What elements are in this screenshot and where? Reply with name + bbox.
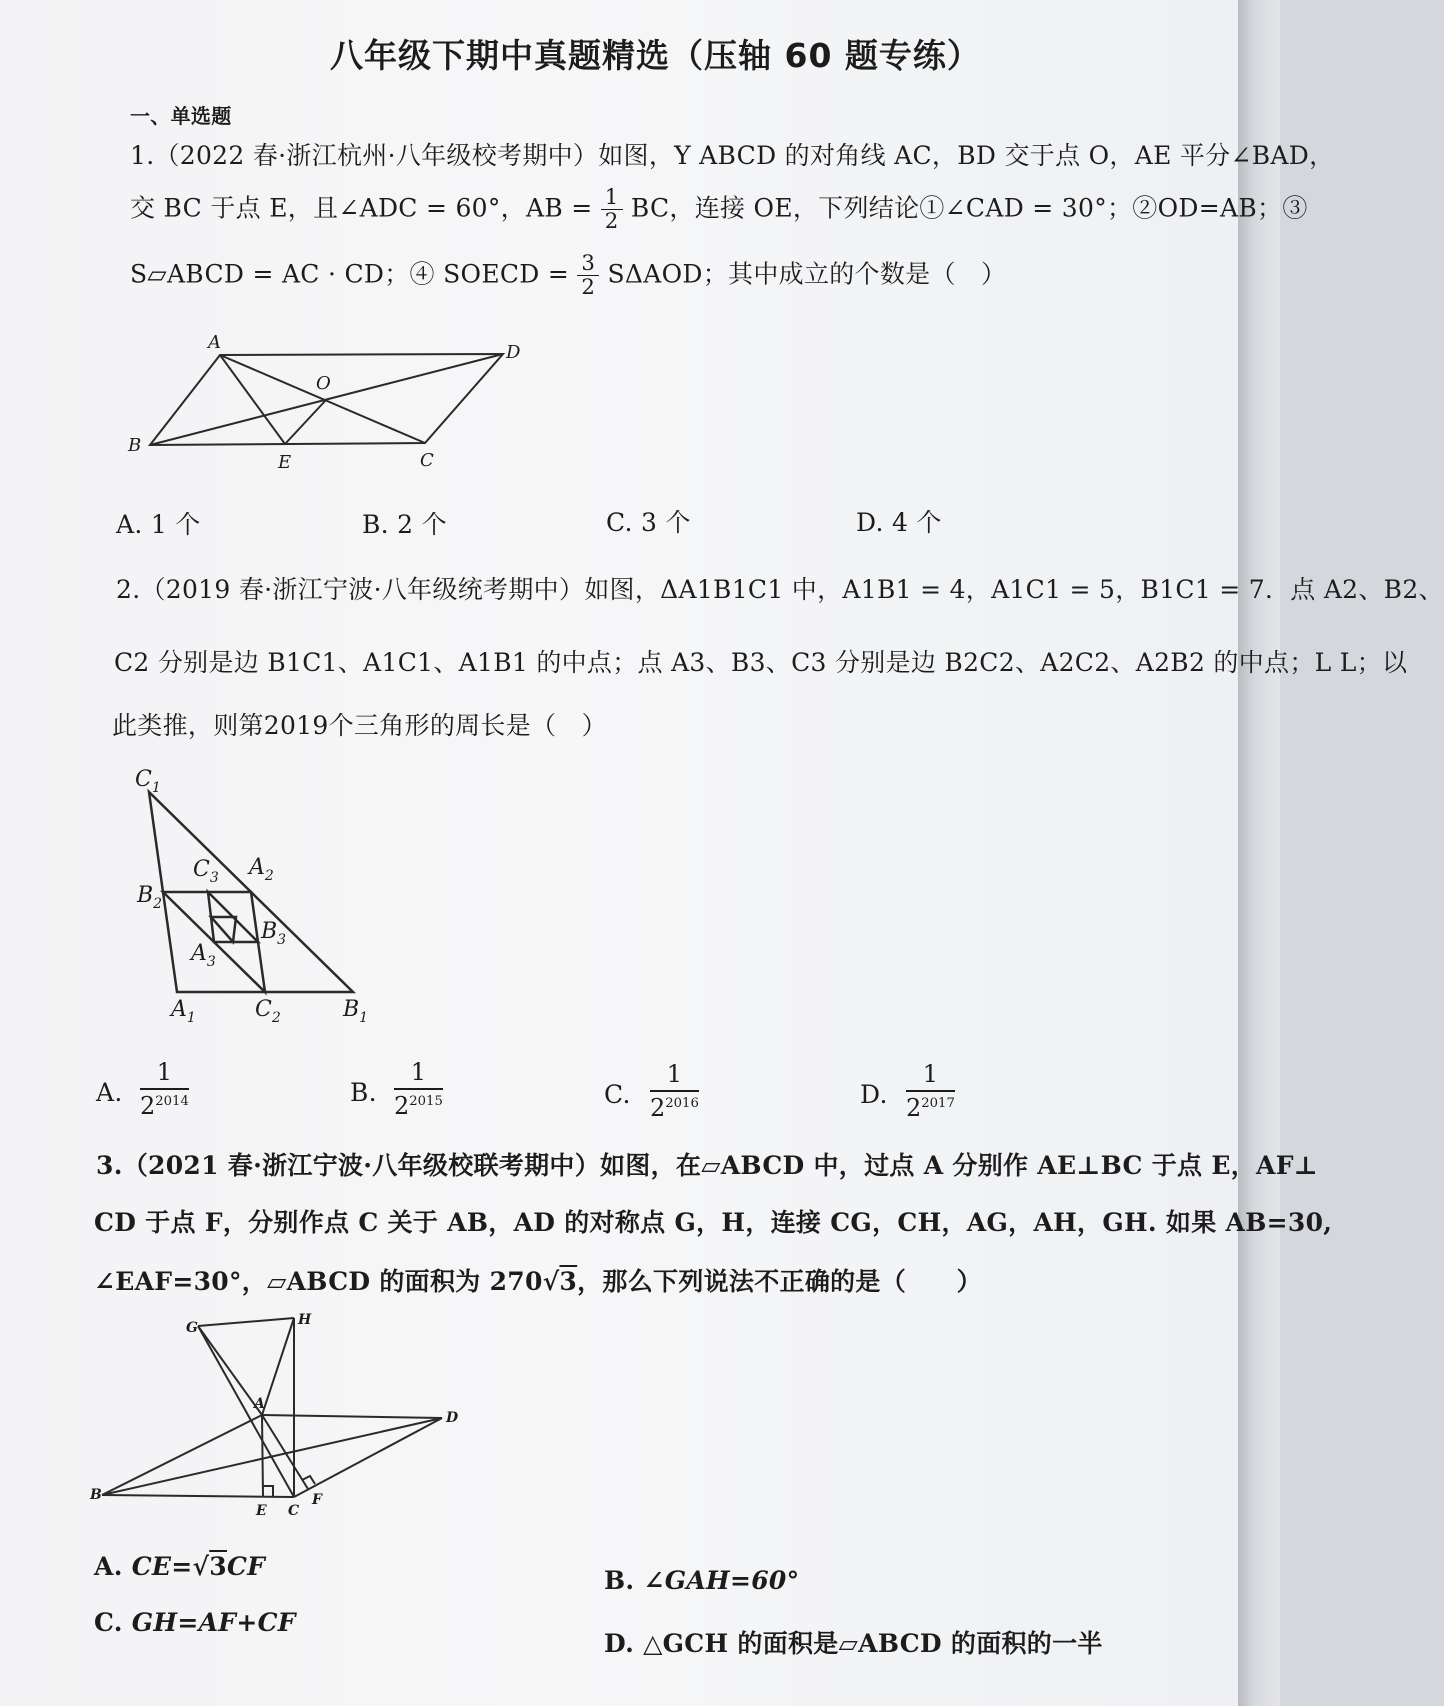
q2-option-b-fraction[interactable] (394, 1058, 443, 1120)
q2-option-c-letter[interactable]: C. (604, 1080, 631, 1109)
q1-line3b: SΔAOD；其中成立的个数是（ ） (607, 259, 1007, 289)
q2-option-a-num: 1 (140, 1058, 189, 1090)
segment-gh (198, 1318, 294, 1326)
segment-ha (262, 1318, 294, 1415)
q1-source: （2022 春·浙江杭州·八年级校考期中） (154, 141, 599, 170)
page-title: 八年级下期中真题精选（压轴 60 题专练） (330, 36, 981, 75)
q3-source: （2021 春·浙江宁波·八年级校联考期中） (122, 1151, 600, 1180)
label-B: B (128, 435, 142, 456)
q3-line3b: ，那么下列说法不正确的是（ ） (577, 1267, 982, 1296)
q3-number: 3. (96, 1151, 123, 1180)
q2-option-a-fraction[interactable] (140, 1058, 189, 1120)
q3-option-a-text-b: CF (226, 1552, 266, 1581)
q3-line2: CD 于点 F，分别作点 C 关于 AB，AD 的对称点 G，H，连接 CG，CH，AG，AH，GH. 如果 AB=30, (94, 1208, 1333, 1237)
q1-option-d-letter: D. (856, 508, 884, 537)
q2-number: 2. (116, 575, 141, 604)
q3-line1-text: 如图，在▱ABCD 中，过点 A 分别作 AE⊥BC 于点 E，AF⊥ (600, 1151, 1319, 1180)
q1-frac-den: 2 (604, 209, 619, 235)
q1-number: 1. (130, 141, 155, 170)
right-angle-e (263, 1486, 273, 1496)
label-B1-sub: 1 (359, 1010, 369, 1026)
label-B2-sub: 2 (153, 896, 163, 912)
q1-option-b-letter: B. (362, 510, 389, 539)
q2-option-c-exp: 2016 (665, 1095, 699, 1111)
q3-line3 (94, 1262, 982, 1298)
label-O: O (316, 373, 331, 394)
q1-line2 (130, 186, 1308, 234)
q3-option-d-letter: D. (604, 1629, 635, 1658)
q2-option-b-exp: 2015 (409, 1093, 443, 1109)
q1-option-a-text: 1 个 (150, 510, 201, 539)
q1-option-b[interactable] (362, 505, 447, 541)
q1-option-a-letter: A. (116, 510, 143, 539)
label-G: G (186, 1320, 198, 1336)
label-C3 (193, 857, 219, 886)
label-A2-sub: 2 (264, 868, 274, 884)
segment-gc (198, 1326, 294, 1497)
label-A1 (169, 997, 196, 1026)
diagonal-bd (150, 354, 503, 445)
label-B1-main: B (343, 997, 360, 1022)
page-edge (1238, 0, 1280, 1706)
q1-line1 (130, 136, 1334, 172)
q2-line3: 此类推，则第2019个三角形的周长是（ ） (112, 711, 607, 740)
label-A2 (247, 855, 274, 884)
q3-option-b-letter: B. (604, 1566, 635, 1595)
q1-frac-num: 1 (601, 186, 623, 210)
q3-option-a-sqrt-value: 3 (209, 1552, 227, 1581)
label-C2-main: C (255, 997, 272, 1022)
side-ab (102, 1415, 262, 1495)
label-B2-main: B (137, 883, 154, 908)
q1-option-a[interactable] (116, 505, 201, 541)
label-H: H (298, 1312, 312, 1328)
q2-source: （2019 春·浙江宁波·八年级统考期中） (140, 575, 585, 604)
side-ad (262, 1415, 442, 1418)
q3-option-b-text: ∠GAH=60° (643, 1566, 800, 1595)
q2-line2: C2 分别是边 B1C1、A1C1、A1B1 的中点；点 A3、B3、C3 分别是边 B2C2、A2C2、A2B2 的中点；L L；以 (114, 648, 1408, 677)
q2-option-a-exp: 2014 (155, 1093, 189, 1109)
q2-line1-text: 如图，ΔA1B1C1 中，A1B1 = 4，A1C1 = 5，B1C1 = 7．点 A2、B2、 (584, 575, 1444, 604)
q1-frac2-num: 3 (577, 252, 599, 276)
q2-option-d-base: 2 (906, 1094, 922, 1122)
label-A: A (208, 332, 221, 353)
q3-sqrt-value: 3 (559, 1267, 578, 1296)
label-B: B (90, 1487, 102, 1503)
segment-ga (198, 1326, 262, 1415)
label-A2-main: A (249, 855, 265, 880)
label-A1-sub: 1 (186, 1010, 196, 1026)
q2-option-c-num: 1 (650, 1060, 699, 1092)
label-B3-main: B (261, 919, 278, 944)
q1-frac2-den: 2 (581, 275, 596, 301)
q3-option-a-letter: A. (94, 1552, 123, 1581)
q2-option-d-num: 1 (906, 1060, 955, 1092)
q2-option-a-base: 2 (140, 1092, 156, 1120)
q3-option-d[interactable] (604, 1624, 1103, 1660)
q2-option-d-den (906, 1092, 955, 1122)
q3-line1 (96, 1146, 1318, 1182)
side-bc (102, 1495, 294, 1497)
q2-option-d-fraction[interactable] (906, 1060, 955, 1122)
label-C1 (135, 767, 161, 796)
label-A3-main: A (191, 941, 207, 966)
q1-option-c-text: 3 个 (641, 508, 691, 537)
label-E: E (278, 452, 292, 473)
diagonal-ac (220, 355, 425, 443)
label-B2 (136, 883, 162, 912)
q1-line3a: S▱ABCD = AC · CD；④ SOECD = (130, 259, 570, 289)
label-B3-sub: 3 (277, 932, 287, 948)
q1-option-d[interactable] (856, 503, 942, 539)
q3-line3a: ∠EAF=30°，▱ABCD 的面积为 270 (94, 1267, 543, 1296)
label-A: A (254, 1396, 265, 1412)
q1-line3 (130, 252, 1006, 300)
q3-option-d-text: △GCH 的面积是▱ABCD 的面积的一半 (643, 1629, 1103, 1658)
q3-option-c-letter: C. (94, 1608, 123, 1637)
q2-option-d-letter[interactable]: D. (860, 1080, 888, 1109)
q1-line2a: 交 BC 于点 E，且∠ADC = 60°，AB = (130, 193, 593, 223)
q2-option-d-exp: 2017 (921, 1095, 955, 1111)
label-A3-sub: 3 (206, 954, 216, 970)
q1-fraction (601, 186, 623, 234)
label-B1 (342, 997, 368, 1026)
label-C3-sub: 3 (209, 870, 219, 886)
q3-parallelogram-diagram (90, 1300, 490, 1530)
q2-option-b-num: 1 (394, 1058, 443, 1090)
label-D: D (506, 342, 521, 363)
q1-parallelogram-diagram (120, 330, 540, 480)
q2-line1 (116, 570, 1444, 606)
q2-option-c-fraction[interactable] (650, 1060, 699, 1122)
q2-option-c-den (650, 1092, 699, 1122)
q1-option-c[interactable] (606, 503, 691, 539)
q2-triangle-diagram (125, 760, 385, 1030)
q3-option-b[interactable] (604, 1566, 799, 1595)
q3-option-c-text: GH=AF+CF (131, 1608, 296, 1637)
section-heading: 一、单选题 (130, 104, 232, 128)
label-C2 (255, 997, 281, 1026)
q3-option-a-text-a: CE= (131, 1552, 193, 1581)
q1-option-d-text: 4 个 (891, 508, 942, 537)
label-C: C (288, 1503, 300, 1519)
q3-option-a-sqrt: √3 (192, 1552, 227, 1581)
label-E: E (256, 1503, 267, 1519)
q2-option-a-den (140, 1090, 189, 1120)
label-F: F (312, 1492, 322, 1508)
q1-line2b: BC，连接 OE，下列结论①∠CAD = 30°；②OD=AB；③ (630, 193, 1308, 223)
label-C2-sub: 2 (271, 1010, 281, 1026)
label-A1-main: A (171, 997, 187, 1022)
q1-fraction2 (577, 252, 599, 300)
q1-line1-text: 如图，Y ABCD 的对角线 AC，BD 交于点 O，AE 平分∠BAD， (598, 141, 1335, 170)
label-C: C (420, 450, 434, 471)
label-D: D (446, 1410, 459, 1426)
q2-option-b-letter[interactable]: B. (350, 1078, 377, 1107)
q2-option-a-letter[interactable]: A. (96, 1078, 123, 1107)
q2-option-b-base: 2 (394, 1092, 410, 1120)
q1-option-c-letter: C. (606, 508, 633, 537)
segment-oe (285, 400, 326, 444)
q3-sqrt: √3 (542, 1267, 578, 1296)
label-C1-sub: 1 (151, 780, 161, 796)
segment-ae (262, 1415, 263, 1496)
q1-option-b-text: 2 个 (397, 510, 447, 539)
q3-option-a[interactable] (94, 1552, 265, 1581)
label-A3 (189, 941, 216, 970)
q2-option-b-den (394, 1090, 443, 1120)
q2-option-c-base: 2 (650, 1094, 666, 1122)
q3-option-c[interactable] (94, 1608, 296, 1637)
side-cd (294, 1418, 442, 1497)
label-C1-main: C (135, 767, 152, 792)
label-C3-main: C (193, 857, 210, 882)
